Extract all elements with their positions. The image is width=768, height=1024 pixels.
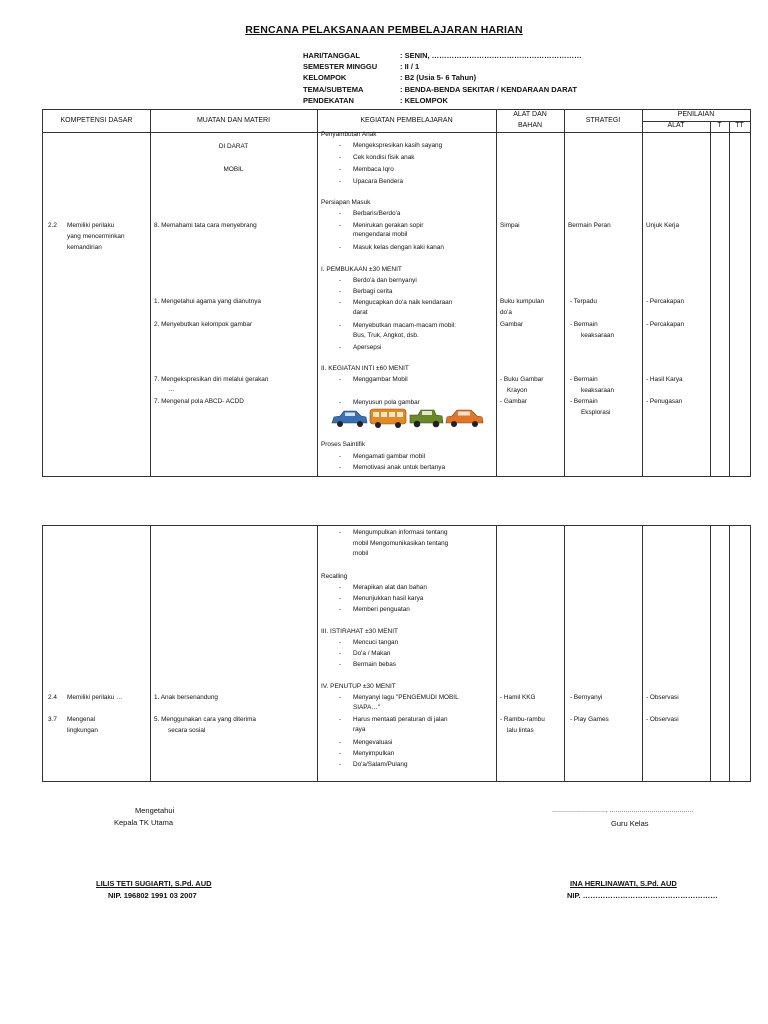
header-alat-bahan: BAHAN bbox=[517, 122, 543, 129]
muatan-item: 2. Menyebutkan kelompok gambar bbox=[154, 321, 253, 328]
activity-item: - Masuk kelas dengan kaki kanan bbox=[353, 244, 444, 253]
muatan-heading: MOBIL bbox=[223, 166, 244, 173]
activity-item: - Mengevaluasi bbox=[353, 739, 392, 748]
meta-value: : SENIN, …………………………………………………… bbox=[400, 51, 582, 60]
muatan-heading: DI DARAT bbox=[218, 143, 249, 150]
meta-key: TEMA/SUBTEMA bbox=[303, 85, 364, 94]
bus-icon bbox=[370, 409, 406, 428]
header-t: T bbox=[717, 122, 722, 129]
teacher-nip: NIP. ……………………………………………… bbox=[567, 891, 718, 900]
activity-item: mobil Mengomunikasikan tentang bbox=[353, 540, 449, 547]
activity-item: - Apersepsi bbox=[353, 344, 381, 353]
penilaian: - Percakapan bbox=[646, 298, 685, 305]
kd-text: yang mencerminkan bbox=[67, 233, 125, 240]
strategi: - Bermain bbox=[570, 321, 598, 328]
activity-item: - Menyusun pola gambar bbox=[353, 399, 420, 408]
principal-name: LILIS TETI SUGIARTI, S.Pd. AUD bbox=[96, 879, 212, 888]
strategi: - Bermain bbox=[570, 398, 598, 405]
section-label: Penyambutan Anak bbox=[321, 131, 377, 138]
section-heading: IV. PENUTUP ±30 MENIT bbox=[321, 683, 396, 690]
penilaian: Unjuk Kerja bbox=[646, 222, 680, 229]
activity-item: - Cek kondisi fisik anak bbox=[353, 154, 414, 163]
activity-item: - Berbaris/Berdo'a bbox=[353, 210, 400, 219]
muatan-item: 7. Mengekspresikan diri melalui gerakan bbox=[154, 376, 269, 383]
section-heading: II. KEGIATAN INTI ±60 MENIT bbox=[321, 365, 409, 372]
activity-item: - Menyanyi lagu "PENGEMUDI MOBIL bbox=[353, 694, 459, 703]
principal-nip: NIP. 196802 1991 03 2007 bbox=[108, 891, 197, 900]
page-title: RENCANA PELAKSANAAN PEMBELAJARAN HARIAN bbox=[245, 24, 523, 36]
penilaian: - Penugasan bbox=[646, 398, 683, 405]
meta-key: KELOMPOK bbox=[303, 73, 347, 82]
muatan-item: … bbox=[168, 386, 175, 393]
alat-bahan: - Rambu-rambu bbox=[500, 716, 545, 723]
penilaian: - Hasil Karya bbox=[646, 376, 683, 383]
strategi: - Play Games bbox=[570, 716, 609, 723]
activity-item: mengendarai mobil bbox=[353, 231, 408, 238]
meta-key: HARI/TANGGAL bbox=[303, 51, 360, 60]
meta-key: PENDEKATAN bbox=[303, 96, 354, 105]
meta-value: : KELOMPOK bbox=[400, 96, 448, 105]
signature-label: Kepala TK Utama bbox=[114, 818, 174, 827]
strategi: Bermain Peran bbox=[568, 222, 611, 229]
header-kegiatan: KEGIATAN PEMBELAJARAN bbox=[360, 117, 453, 124]
strategi: - Bermain bbox=[570, 376, 598, 383]
activity-item: darat bbox=[353, 309, 368, 316]
activity-item: - Membaca Iqro bbox=[353, 166, 394, 175]
header-alat-bahan: ALAT DAN bbox=[513, 111, 547, 118]
alat-bahan: - Buku Gambar bbox=[500, 376, 544, 383]
signature-label: Mengetahui bbox=[135, 806, 175, 815]
activity-item: - Mengekspresikan kasih sayang bbox=[353, 142, 442, 151]
kd-text: Mengenal bbox=[67, 716, 96, 723]
alat-bahan: Buku kumpulan bbox=[500, 298, 545, 305]
section-label: Proses Saintifik bbox=[321, 441, 366, 448]
meta-value: : II / 1 bbox=[400, 62, 420, 71]
muatan-item: secara sosial bbox=[168, 727, 206, 734]
kd-text: Memiliki perilaku bbox=[67, 222, 115, 229]
activity-item: - Do'a / Makan bbox=[353, 650, 390, 659]
signature-label: Guru Kelas bbox=[611, 819, 649, 828]
activity-item: mobil bbox=[353, 550, 369, 557]
activity-item: - Menunjukkan hasil karya bbox=[353, 595, 423, 604]
activity-item: - Mengamati gambar mobil bbox=[353, 453, 425, 462]
muatan-item: 1. Anak bersenandung bbox=[154, 694, 218, 701]
header-penilaian: PENILAIAN bbox=[677, 111, 715, 118]
alat-bahan: Gambar bbox=[500, 321, 524, 328]
kd-number: 3.7 bbox=[48, 716, 57, 723]
activity-item: - Mengucapkan do'a naik kendaraan bbox=[353, 299, 452, 308]
header-muatan: MUATAN DAN MATERI bbox=[196, 117, 271, 124]
activity-item: - Do'a/Salam/Pulang bbox=[353, 761, 408, 770]
activity-item: - Berbagi cerita bbox=[353, 288, 392, 297]
kd-text: Memiliki perilaku … bbox=[67, 694, 123, 701]
strategi: Eksplorasi bbox=[581, 409, 611, 416]
alat-bahan: do'a bbox=[500, 309, 512, 316]
section-label: Recalling bbox=[321, 573, 348, 580]
meta-value: : BENDA-BENDA SEKITAR / KENDARAAN DARAT bbox=[400, 85, 577, 94]
alat-bahan: - Hamil KKG bbox=[500, 694, 536, 701]
activity-item: - Harus mentaati peraturan di jalan bbox=[353, 716, 448, 725]
activity-item: - Menirukan gerakan sopir bbox=[353, 222, 423, 231]
kd-text: lingkungan bbox=[67, 727, 98, 734]
alat-bahan: Simpai bbox=[500, 222, 520, 229]
strategi: - Terpadu bbox=[570, 298, 597, 305]
muatan-item: 5. Menggunakan cara yang diterima bbox=[154, 716, 256, 723]
penilaian: - Percakapan bbox=[646, 321, 685, 328]
muatan-item: 8. Memahami tata cara menyebrang bbox=[154, 222, 257, 229]
penilaian: - Observasi bbox=[646, 694, 679, 701]
section-heading: III. ISTIRAHAT ±30 MENIT bbox=[321, 628, 399, 635]
activity-item: - Memberi penguatan bbox=[353, 606, 410, 615]
activity-item: - Menggambar Mobil bbox=[353, 376, 408, 385]
activity-item: SIAPA…" bbox=[353, 704, 381, 711]
kd-number: 2.2 bbox=[48, 222, 57, 229]
meta-value: : B2 (Usia 5- 6 Tahun) bbox=[400, 73, 477, 82]
alat-bahan: lalu lintas bbox=[507, 727, 534, 734]
activity-item: - Menyimpulkan bbox=[353, 750, 394, 759]
vehicles-illustration bbox=[330, 405, 486, 431]
muatan-item: 1. Mengetahui agama yang dianutnya bbox=[154, 298, 261, 305]
strategi: keaksaraan bbox=[581, 332, 615, 339]
activity-item: - Memotivasi anak untuk bertanya bbox=[353, 464, 445, 473]
rpph-table-2 bbox=[42, 525, 751, 782]
alat-bahan: - Gambar bbox=[500, 398, 527, 405]
penilaian: - Observasi bbox=[646, 716, 679, 723]
muatan-item: 7. Mengenal pola ABCD- ACDD bbox=[154, 398, 244, 405]
header-tt: TT bbox=[735, 122, 744, 129]
signature-date: ………………………, …………………………………… bbox=[552, 808, 694, 814]
section-heading: I. PEMBUKAAN ±30 MENIT bbox=[321, 266, 402, 273]
blue-car-icon bbox=[332, 411, 367, 427]
activity-item: - Menyebutkan macam-macam mobil: bbox=[353, 322, 456, 331]
teacher-name: INA HERLINAWATI, S.Pd. AUD bbox=[570, 879, 677, 888]
jeep-icon bbox=[410, 410, 443, 427]
activity-item: - Mengumpulkan informasi tentang bbox=[353, 529, 448, 538]
activity-item: - Upacara Bendera bbox=[353, 178, 403, 187]
activity-item: - Mencuci tangan bbox=[353, 639, 398, 648]
strategi: keaksaraan bbox=[581, 387, 615, 394]
header-strategi: STRATEGI bbox=[585, 117, 621, 124]
activity-item: Bus, Truk, Angkot, dsb. bbox=[353, 332, 419, 339]
kd-text: kemandirian bbox=[67, 244, 102, 251]
alat-bahan: Krayon bbox=[507, 387, 528, 394]
kd-number: 2.4 bbox=[48, 694, 57, 701]
activity-item: - Merapikan alat dan bahan bbox=[353, 584, 427, 593]
activity-item: raya bbox=[353, 726, 366, 733]
activity-item: - Berdo'a dan bernyanyi bbox=[353, 277, 417, 286]
header-penilaian-alat: ALAT bbox=[667, 122, 685, 129]
activity-item: - Bermain bebas bbox=[353, 661, 396, 670]
meta-key: SEMESTER MINGGU bbox=[303, 62, 378, 71]
section-label: Persiapan Masuk bbox=[321, 199, 371, 206]
header-kompetensi: KOMPETENSI DASAR bbox=[60, 117, 133, 124]
strategi: - Bernyanyi bbox=[570, 694, 603, 701]
orange-car-icon bbox=[446, 410, 483, 427]
